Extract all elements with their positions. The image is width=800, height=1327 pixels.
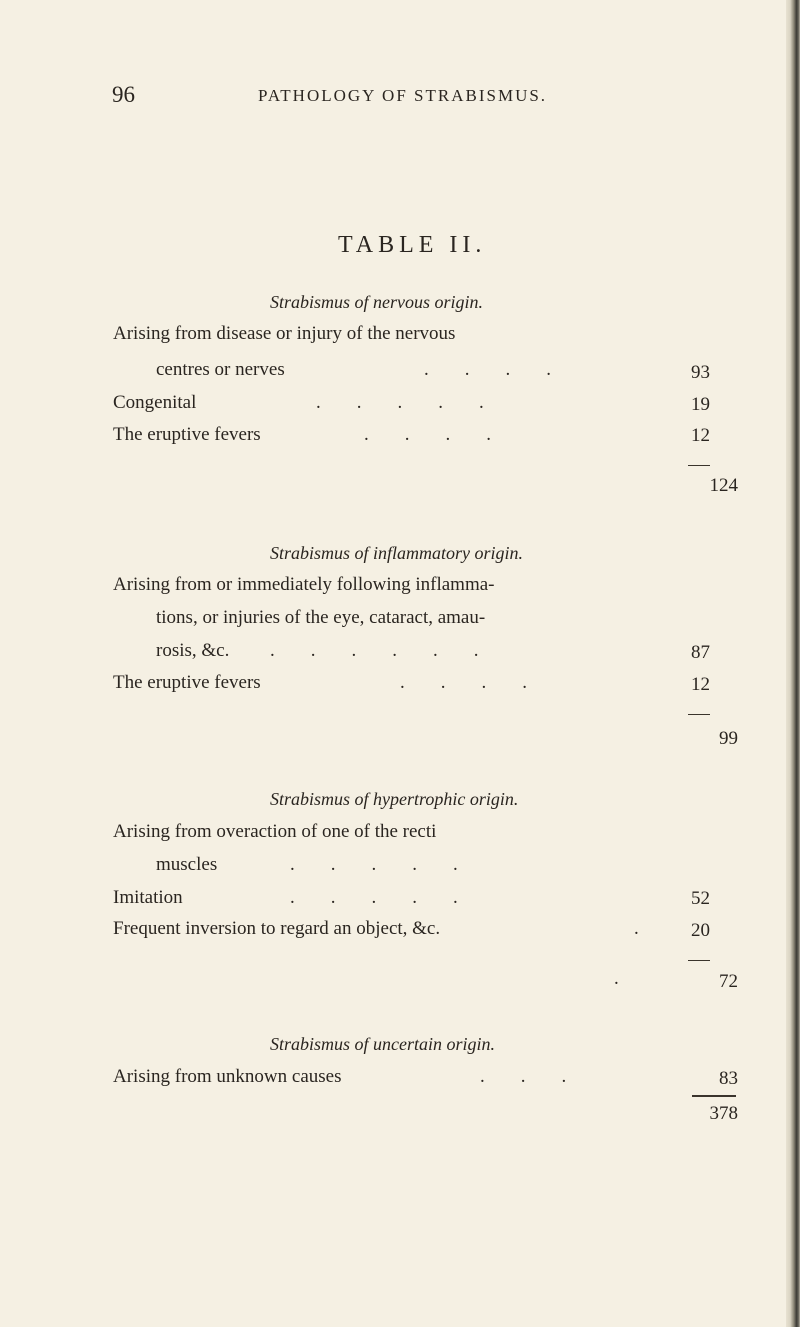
section-heading-nervous: Strabismus of nervous origin. [270,292,484,312]
leader-dots: ..... [290,887,494,908]
entry-value: 87 [691,642,710,663]
entry-line: The eruptive fevers [113,672,261,693]
grand-total-rule [692,1095,736,1097]
leader-dots: ...... [270,640,515,661]
leader-dots: .... [424,359,587,380]
entry-line: Arising from disease or injury of the nervous [113,323,456,344]
entry-line: Imitation [113,887,183,908]
section-subtotal: 99 [719,728,738,749]
page-edge-shadow [786,0,800,1327]
section-heading-inflammatory: Strabismus of inflammatory origin. [270,543,524,563]
entry-value: 52 [691,888,710,909]
leader-dots: ... [480,1066,603,1087]
leader-dots: ..... [290,854,494,875]
entry-line: Frequent inversion to regard an object, &c. [113,918,441,939]
entry-line: The eruptive fevers [113,424,261,445]
table-title: TABLE II. [338,232,487,258]
leader-dots: . [614,968,655,989]
section-subtotal: 124 [709,475,738,496]
entry-value: 12 [691,425,710,446]
subtotal-rule [688,960,710,961]
entry-line: Arising from overaction of one of the recti [113,821,437,842]
leader-dots: . [634,918,675,939]
section-heading-uncertain: Strabismus of uncertain origin. [270,1034,496,1054]
entry-line: Arising from unknown causes [113,1066,342,1087]
leader-dots: .... [400,672,563,693]
leader-dots: .... [364,424,527,445]
entry-line: Arising from or immediately following inflamma- [113,574,495,595]
subtotal-rule [688,714,710,715]
running-head: PATHOLOGY OF STRABISMUS. [258,86,548,105]
entry-line: rosis, &c. [156,640,230,661]
section-subtotal: 83 [719,1068,738,1089]
entry-value: 93 [691,362,710,383]
entry-value: 19 [691,394,710,415]
leader-dots: ..... [316,392,520,413]
page-number: 96 [112,82,135,107]
entry-line: Congenital [113,392,197,413]
entry-line: muscles [156,854,218,875]
subtotal-rule [688,465,710,466]
section-subtotal: 72 [719,971,738,992]
entry-line: tions, or injuries of the eye, cataract, amau- [156,607,486,628]
entry-value: 20 [691,920,710,941]
section-heading-hypertrophic: Strabismus of hypertrophic origin. [270,789,519,809]
entry-line: centres or nerves [156,359,285,380]
grand-total: 378 [709,1103,738,1124]
entry-value: 12 [691,674,710,695]
